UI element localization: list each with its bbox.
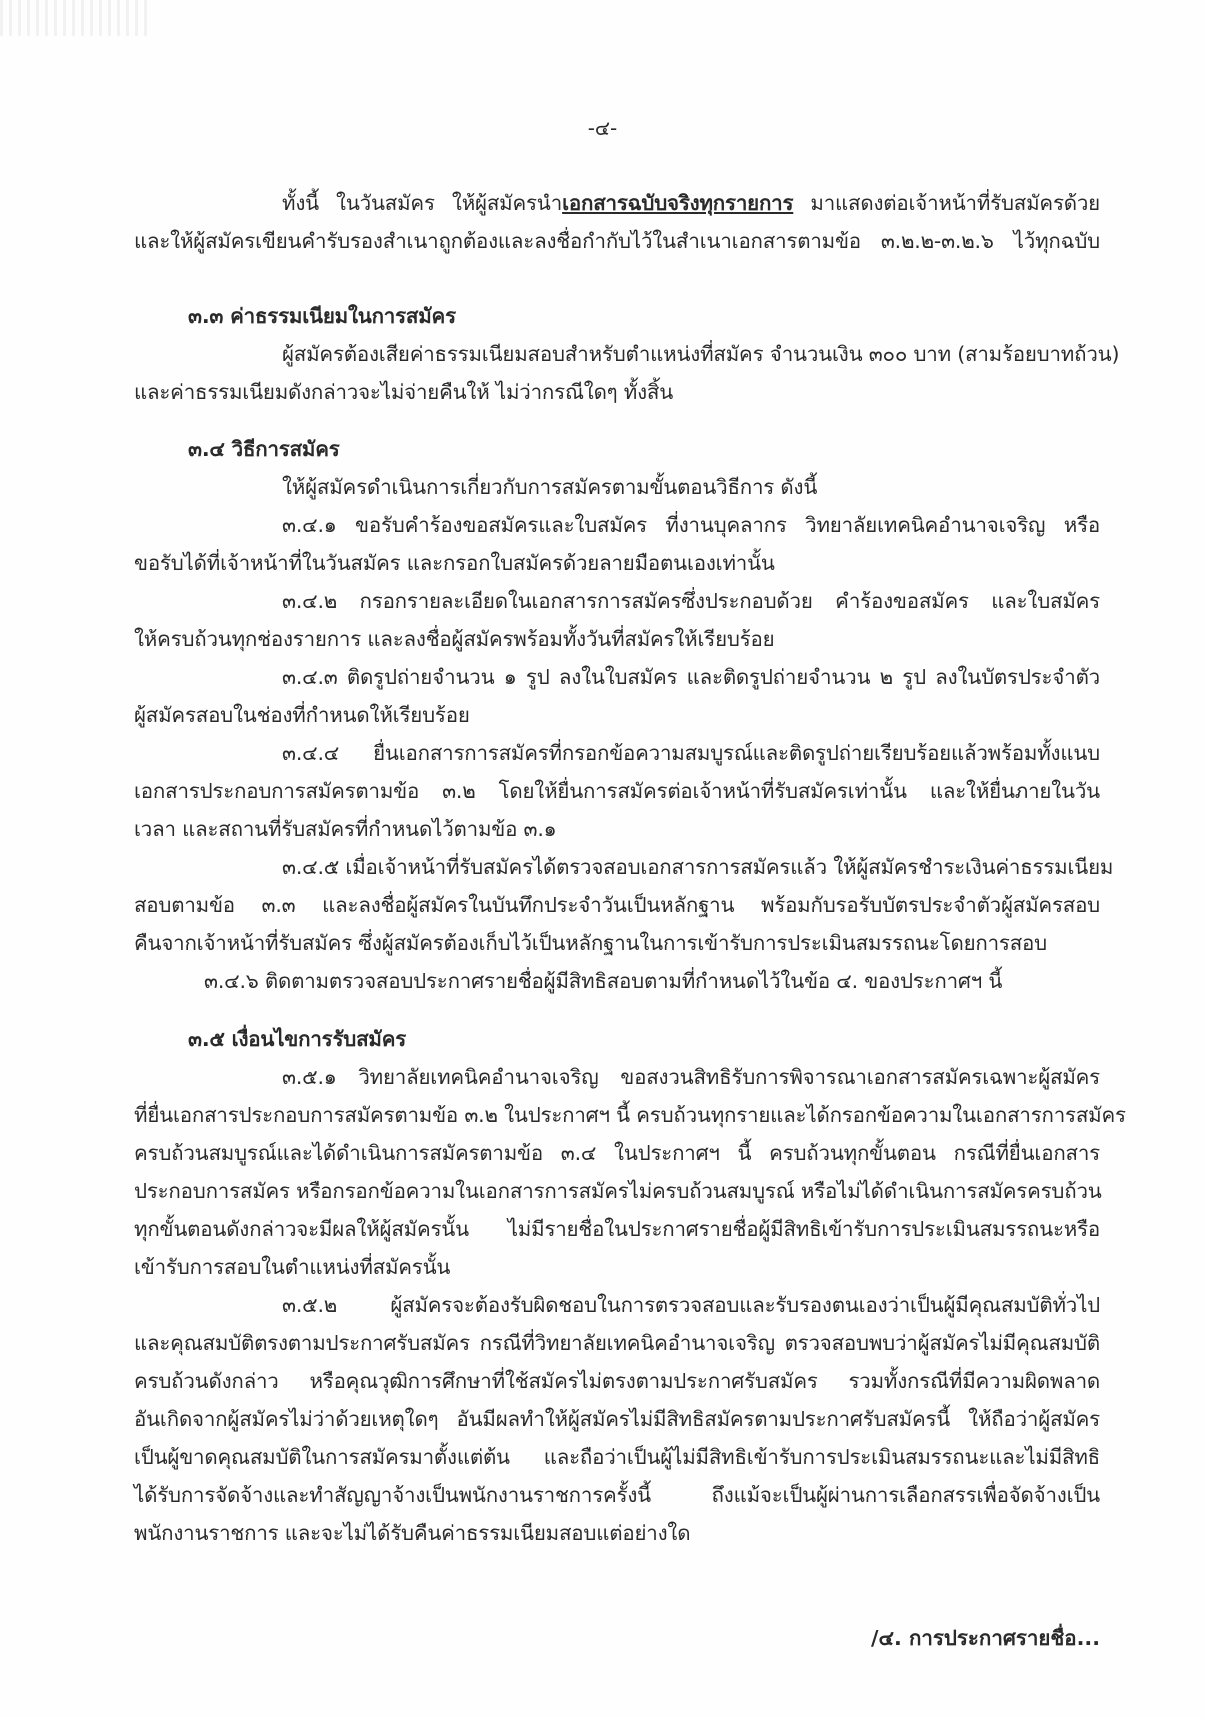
item-3-4-4-line: เวลา และสถานที่รับสมัครที่กำหนดไว้ตามข้อ ๓.๑	[134, 817, 557, 841]
item-3-5-2-line: เป็นผู้ขาดคุณสมบัติในการสมัครมาตั้งแต่ต้น และถือว่าเป็นผู้ไม่มีสิทธิเข้ารับการประเมินสมรรถนะและไม่มีสิทธิ	[134, 1445, 1100, 1469]
underlined-emphasis: เอกสารฉบับจริงทุกรายการ	[562, 191, 794, 215]
item-3-4-6-line: ๓.๔.๖ ติดตามตรวจสอบประกาศรายชื่อผู้มีสิทธิสอบตามที่กำหนดไว้ในข้อ ๔. ของประกาศฯ นี้	[204, 969, 1003, 993]
paragraph-line: และค่าธรรมเนียมดังกล่าวจะไม่จ่ายคืนให้ ไม่ว่ากรณีใดๆ ทั้งสิ้น	[134, 380, 674, 404]
item-3-4-1-line: ๓.๔.๑ ขอรับคำร้องขอสมัครและใบสมัคร ที่งานบุคลากร วิทยาลัยเทคนิคอำนาจเจริญ หรือ	[282, 513, 1100, 537]
item-3-5-1-line: ประกอบการสมัคร หรือกรอกข้อความในเอกสารการสมัครไม่ครบถ้วนสมบูรณ์ หรือไม่ได้ดำเนินการสมัครครบถ้วน	[134, 1179, 1102, 1203]
item-3-5-1-line: ครบถ้วนสมบูรณ์และได้ดำเนินการสมัครตามข้อ ๓.๔ ในประกาศฯ นี้ ครบถ้วนทุกขั้นตอน กรณีที่ยื่นเอกสาร	[134, 1141, 1100, 1165]
item-3-4-5-line: สอบตามข้อ ๓.๓ และลงชื่อผู้สมัครในบันทึกประจำวันเป็นหลักฐาน พร้อมกับรอรับบัตรประจำตัวผู้สมัครสอบ	[134, 893, 1100, 917]
item-3-4-5-line: คืนจากเจ้าหน้าที่รับสมัคร ซึ่งผู้สมัครต้องเก็บไว้เป็นหลักฐานในการเข้ารับการประเมินสมรรถนะโดยการสอบ	[134, 931, 1047, 955]
page-number: -๔-	[587, 116, 618, 140]
item-3-5-2-line: ได้รับการจัดจ้างและทำสัญญาจ้างเป็นพนักงานราชการครั้งนี้ ถึงแม้จะเป็นผู้ผ่านการเลือกสรรเพื่อจัดจ้างเป็น	[134, 1483, 1100, 1507]
item-3-5-1-line: ๓.๕.๑ วิทยาลัยเทคนิคอำนาจเจริญ ขอสงวนสิทธิรับการพิจารณาเอกสารสมัครเฉพาะผู้สมัคร	[282, 1065, 1100, 1089]
item-3-4-3-line: ผู้สมัครสอบในช่องที่กำหนดให้เรียบร้อย	[134, 703, 470, 727]
item-3-5-1-line: ที่ยื่นเอกสารประกอบการสมัครตามข้อ ๓.๒ ในประกาศฯ นี้ ครบถ้วนทุกรายและได้กรอกข้อความในเอกสารการสมัคร	[134, 1103, 1126, 1127]
item-3-4-2-line: ๓.๔.๒ กรอกรายละเอียดในเอกสารการสมัครซึ่งประกอบด้วย คำร้องขอสมัคร และใบสมัคร	[282, 589, 1100, 613]
item-3-5-1-line: ทุกขั้นตอนดังกล่าวจะมีผลให้ผู้สมัครนั้น ไม่มีรายชื่อในประกาศรายชื่อผู้มีสิทธิเข้ารับการประเมินสมรรถนะหรือ	[134, 1217, 1100, 1241]
item-3-4-4-line: ๓.๔.๔ ยื่นเอกสารการสมัครที่กรอกข้อความสมบูรณ์และติดรูปถ่ายเรียบร้อยแล้วพร้อมทั้งแนบ	[282, 741, 1100, 765]
item-3-5-2-line: และคุณสมบัติตรงตามประกาศรับสมัคร กรณีที่วิทยาลัยเทคนิคอำนาจเจริญ ตรวจสอบพบว่าผู้สมัครไม่มีคุณสมบัติ	[134, 1331, 1100, 1355]
intro-line-2: และให้ผู้สมัครเขียนคำรับรองสำเนาถูกต้องและลงชื่อกำกับไว้ในสำเนาเอกสารตามข้อ ๓.๒.๒-๓.๒.๖ ไว้ทุกฉบับ	[134, 229, 1100, 253]
section-heading-3-5: ๓.๕ เงื่อนไขการรับสมัคร	[188, 1027, 407, 1051]
item-3-4-2-line: ให้ครบถ้วนทุกช่องรายการ และลงชื่อผู้สมัครพร้อมทั้งวันที่สมัครให้เรียบร้อย	[134, 627, 775, 651]
item-3-4-5-line: ๓.๔.๕ เมื่อเจ้าหน้าที่รับสมัครได้ตรวจสอบเอกสารการสมัครแล้ว ให้ผู้สมัครชำระเงินค่าธรรมเนียม	[282, 855, 1114, 879]
continuation-footer: /๔. การประกาศรายชื่อ...	[871, 1626, 1100, 1650]
paragraph-line: ผู้สมัครต้องเสียค่าธรรมเนียมสอบสำหรับตำแหน่งที่สมัคร จำนวนเงิน ๓๐๐ บาท (สามร้อยบาทถ้วน)	[282, 342, 1120, 366]
item-3-5-1-line: เข้ารับการสอบในตำแหน่งที่สมัครนั้น	[134, 1255, 451, 1279]
item-3-5-2-line: ๓.๕.๒ ผู้สมัครจะต้องรับผิดชอบในการตรวจสอบและรับรองตนเองว่าเป็นผู้มีคุณสมบัติทั่วไป	[282, 1293, 1100, 1317]
item-3-4-1-line: ขอรับได้ที่เจ้าหน้าที่ในวันสมัคร และกรอกใบสมัครด้วยลายมือตนเองเท่านั้น	[134, 551, 775, 575]
intro-text: ทั้งนี้ ในวันสมัคร ให้ผู้สมัครนำ	[282, 191, 563, 215]
item-3-4-4-line: เอกสารประกอบการสมัครตามข้อ ๓.๒ โดยให้ยื่นการสมัครต่อเจ้าหน้าที่รับสมัครเท่านั้น และให้ยื่นภายในวัน	[134, 779, 1100, 803]
section-heading-3-3: ๓.๓ ค่าธรรมเนียมในการสมัคร	[188, 304, 456, 328]
section-heading-3-4: ๓.๔ วิธีการสมัคร	[188, 437, 340, 461]
item-3-5-2-line: อันเกิดจากผู้สมัครไม่ว่าด้วยเหตุใดๆ อันมีผลทำให้ผู้สมัครไม่มีสิทธิสมัครตามประกาศรับสมัครนี้ ให้ถือว่าผู้สมัคร	[134, 1407, 1100, 1431]
intro-line-1	[282, 184, 1100, 222]
intro-text: มาแสดงต่อเจ้าหน้าที่รับสมัครด้วย	[793, 191, 1100, 215]
item-3-5-2-line: พนักงานราชการ และจะไม่ได้รับคืนค่าธรรมเนียมสอบแต่อย่างใด	[134, 1521, 691, 1545]
paragraph-line: ให้ผู้สมัครดำเนินการเกี่ยวกับการสมัครตามขั้นตอนวิธีการ ดังนี้	[282, 475, 818, 499]
item-3-4-3-line: ๓.๔.๓ ติดรูปถ่ายจำนวน ๑ รูป ลงในใบสมัคร และติดรูปถ่ายจำนวน ๒ รูป ลงในบัตรประจำตัว	[282, 665, 1100, 689]
scan-artifact	[0, 0, 150, 36]
item-3-5-2-line: ครบถ้วนดังกล่าว หรือคุณวุฒิการศึกษาที่ใช้สมัครไม่ตรงตามประกาศรับสมัคร รวมทั้งกรณีที่มีความผิดพลาด	[134, 1369, 1100, 1393]
